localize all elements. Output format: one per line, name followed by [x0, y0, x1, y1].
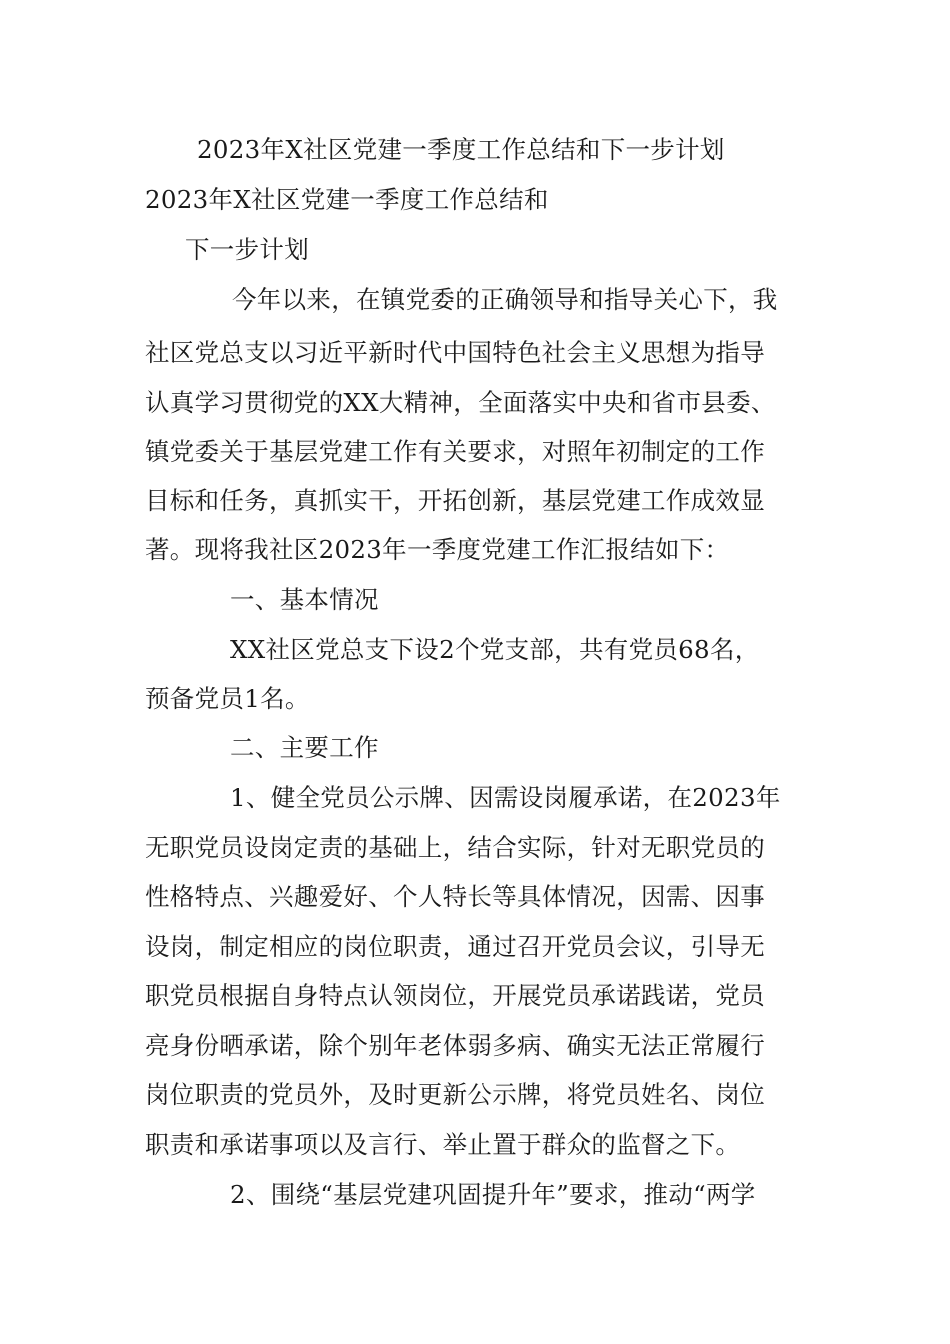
document-title: 2023年X社区党建一季度工作总结和下一步计划 — [197, 135, 725, 164]
section-heading: 二、主要工作 — [230, 733, 379, 762]
paragraph-line: 目标和任务，真抓实干，开拓创新，基层党建工作成效显 — [145, 486, 765, 515]
paragraph-line: 预备党员1名。 — [145, 684, 310, 713]
paragraph-line: 2、围绕“基层党建巩固提升年”要求，推动“两学 — [230, 1180, 756, 1209]
paragraph-line: 认真学习贯彻党的XX大精神，全面落实中央和省市县委、 — [145, 388, 776, 417]
paragraph-line: 设岗，制定相应的岗位职责，通过召开党员会议，引导无 — [145, 932, 765, 961]
document-subtitle: 2023年X社区党建一季度工作总结和 — [145, 185, 549, 214]
paragraph-line: 职责和承诺事项以及言行、举止置于群众的监督之下。 — [145, 1130, 741, 1159]
paragraph-line: 性格特点、兴趣爱好、个人特长等具体情况，因需、因事 — [145, 882, 765, 911]
paragraph-line: 著。现将我社区2023年一季度党建工作汇报结如下： — [145, 535, 730, 564]
paragraph-line: 岗位职责的党员外，及时更新公示牌，将党员姓名、岗位 — [145, 1080, 765, 1109]
paragraph-line: 1、健全党员公示牌、因需设岗履承诺，在2023年 — [230, 783, 781, 812]
paragraph-line: 今年以来，在镇党委的正确领导和指导关心下，我 — [232, 285, 778, 314]
document-subtitle-continued: 下一步计划 — [185, 235, 309, 264]
paragraph-line: 社区党总支以习近平新时代中国特色社会主义思想为指导 — [145, 338, 765, 367]
paragraph-line: 无职党员设岗定责的基础上，结合实际，针对无职党员的 — [145, 833, 765, 862]
section-heading: 一、基本情况 — [230, 585, 379, 614]
paragraph-line: 亮身份晒承诺，除个别年老体弱多病、确实无法正常履行 — [145, 1031, 765, 1060]
paragraph-line: XX社区党总支下设2个党支部，共有党员68名， — [230, 635, 760, 664]
paragraph-line: 职党员根据自身特点认领岗位，开展党员承诺践诺，党员 — [145, 981, 765, 1010]
paragraph-line: 镇党委关于基层党建工作有关要求，对照年初制定的工作 — [145, 437, 765, 466]
